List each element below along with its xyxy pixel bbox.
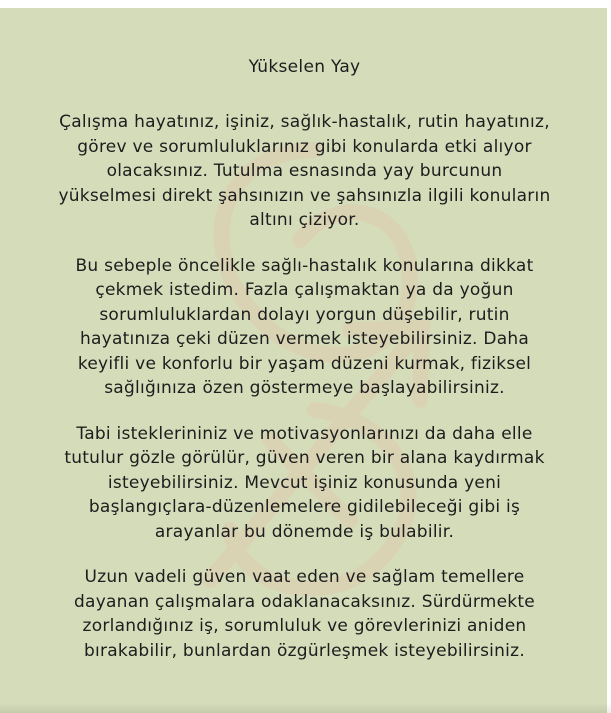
paragraph-2	[22, 254, 587, 401]
text-line: arayanlar bu dönemde iş bulabilir.	[154, 521, 455, 542]
paragraph-4	[22, 565, 587, 663]
text-line: keyifli ve konforlu bir yaşam düzeni kurmak, fiziksel	[77, 353, 532, 374]
text-line: zorlandığınız iş, sorumluluk ve görevlerinizi aniden	[82, 616, 527, 636]
paragraph-3	[22, 422, 587, 545]
text-line: Uzun vadeli güven vaat eden ve sağlam temellere	[84, 567, 525, 587]
text-line: Bu sebeple öncelikle sağlı-hastalık konularına dikkat	[75, 255, 534, 276]
text-line: bırakabilir, bunlardan özgürleşmek isteyebilirsiniz.	[84, 640, 525, 661]
text-line: dayanan çalışmalara odaklanacaksınız. Sürdürmekte	[73, 591, 535, 612]
text-line: altını çiziyor.	[249, 210, 360, 230]
paragraph-1	[22, 110, 587, 233]
text-line: Çalışma hayatınız, işiniz, sağlık-hastalık, rutin hayatınız,	[59, 112, 550, 132]
page-title: Yükselen Yay	[248, 57, 361, 77]
text-line: olacaksınız. Tutulma esnasında yay burcunun	[106, 161, 503, 181]
horoscope-text	[22, 55, 587, 684]
text-line: görev ve sorumluluklarınız gibi konularda etki alıyor	[77, 136, 532, 157]
text-line: tutulur gözle görülür, güven veren bir alana kaydırmak	[64, 448, 545, 468]
text-line: başlangıçlara-düzenlemelere gidilebileceği gibi iş	[88, 497, 521, 517]
right-border	[607, 0, 611, 713]
text-line: sağlığınıza özen göstermeye başlayabilirsiniz.	[104, 378, 505, 398]
text-line: Tabi isteklerininiz ve motivasyonlarınızı da daha elle	[76, 423, 533, 444]
text-line: sorumluluklardan dolayı yorgun düşebilir, rutin	[99, 304, 510, 325]
top-border	[0, 0, 611, 8]
text-line: çekmek istedim. Fazla çalışmaktan ya da yoğun	[95, 280, 514, 300]
text-line: hayatınıza çeki düzen vermek isteyebilirsiniz. Daha	[79, 329, 530, 349]
bottom-edge	[0, 703, 611, 713]
text-line: yükselmesi direkt şahsınızın ve şahsınızla ilgili konuların	[58, 185, 551, 206]
text-line: isteyebilirsiniz. Mevcut işiniz konusunda yeni	[107, 472, 502, 493]
